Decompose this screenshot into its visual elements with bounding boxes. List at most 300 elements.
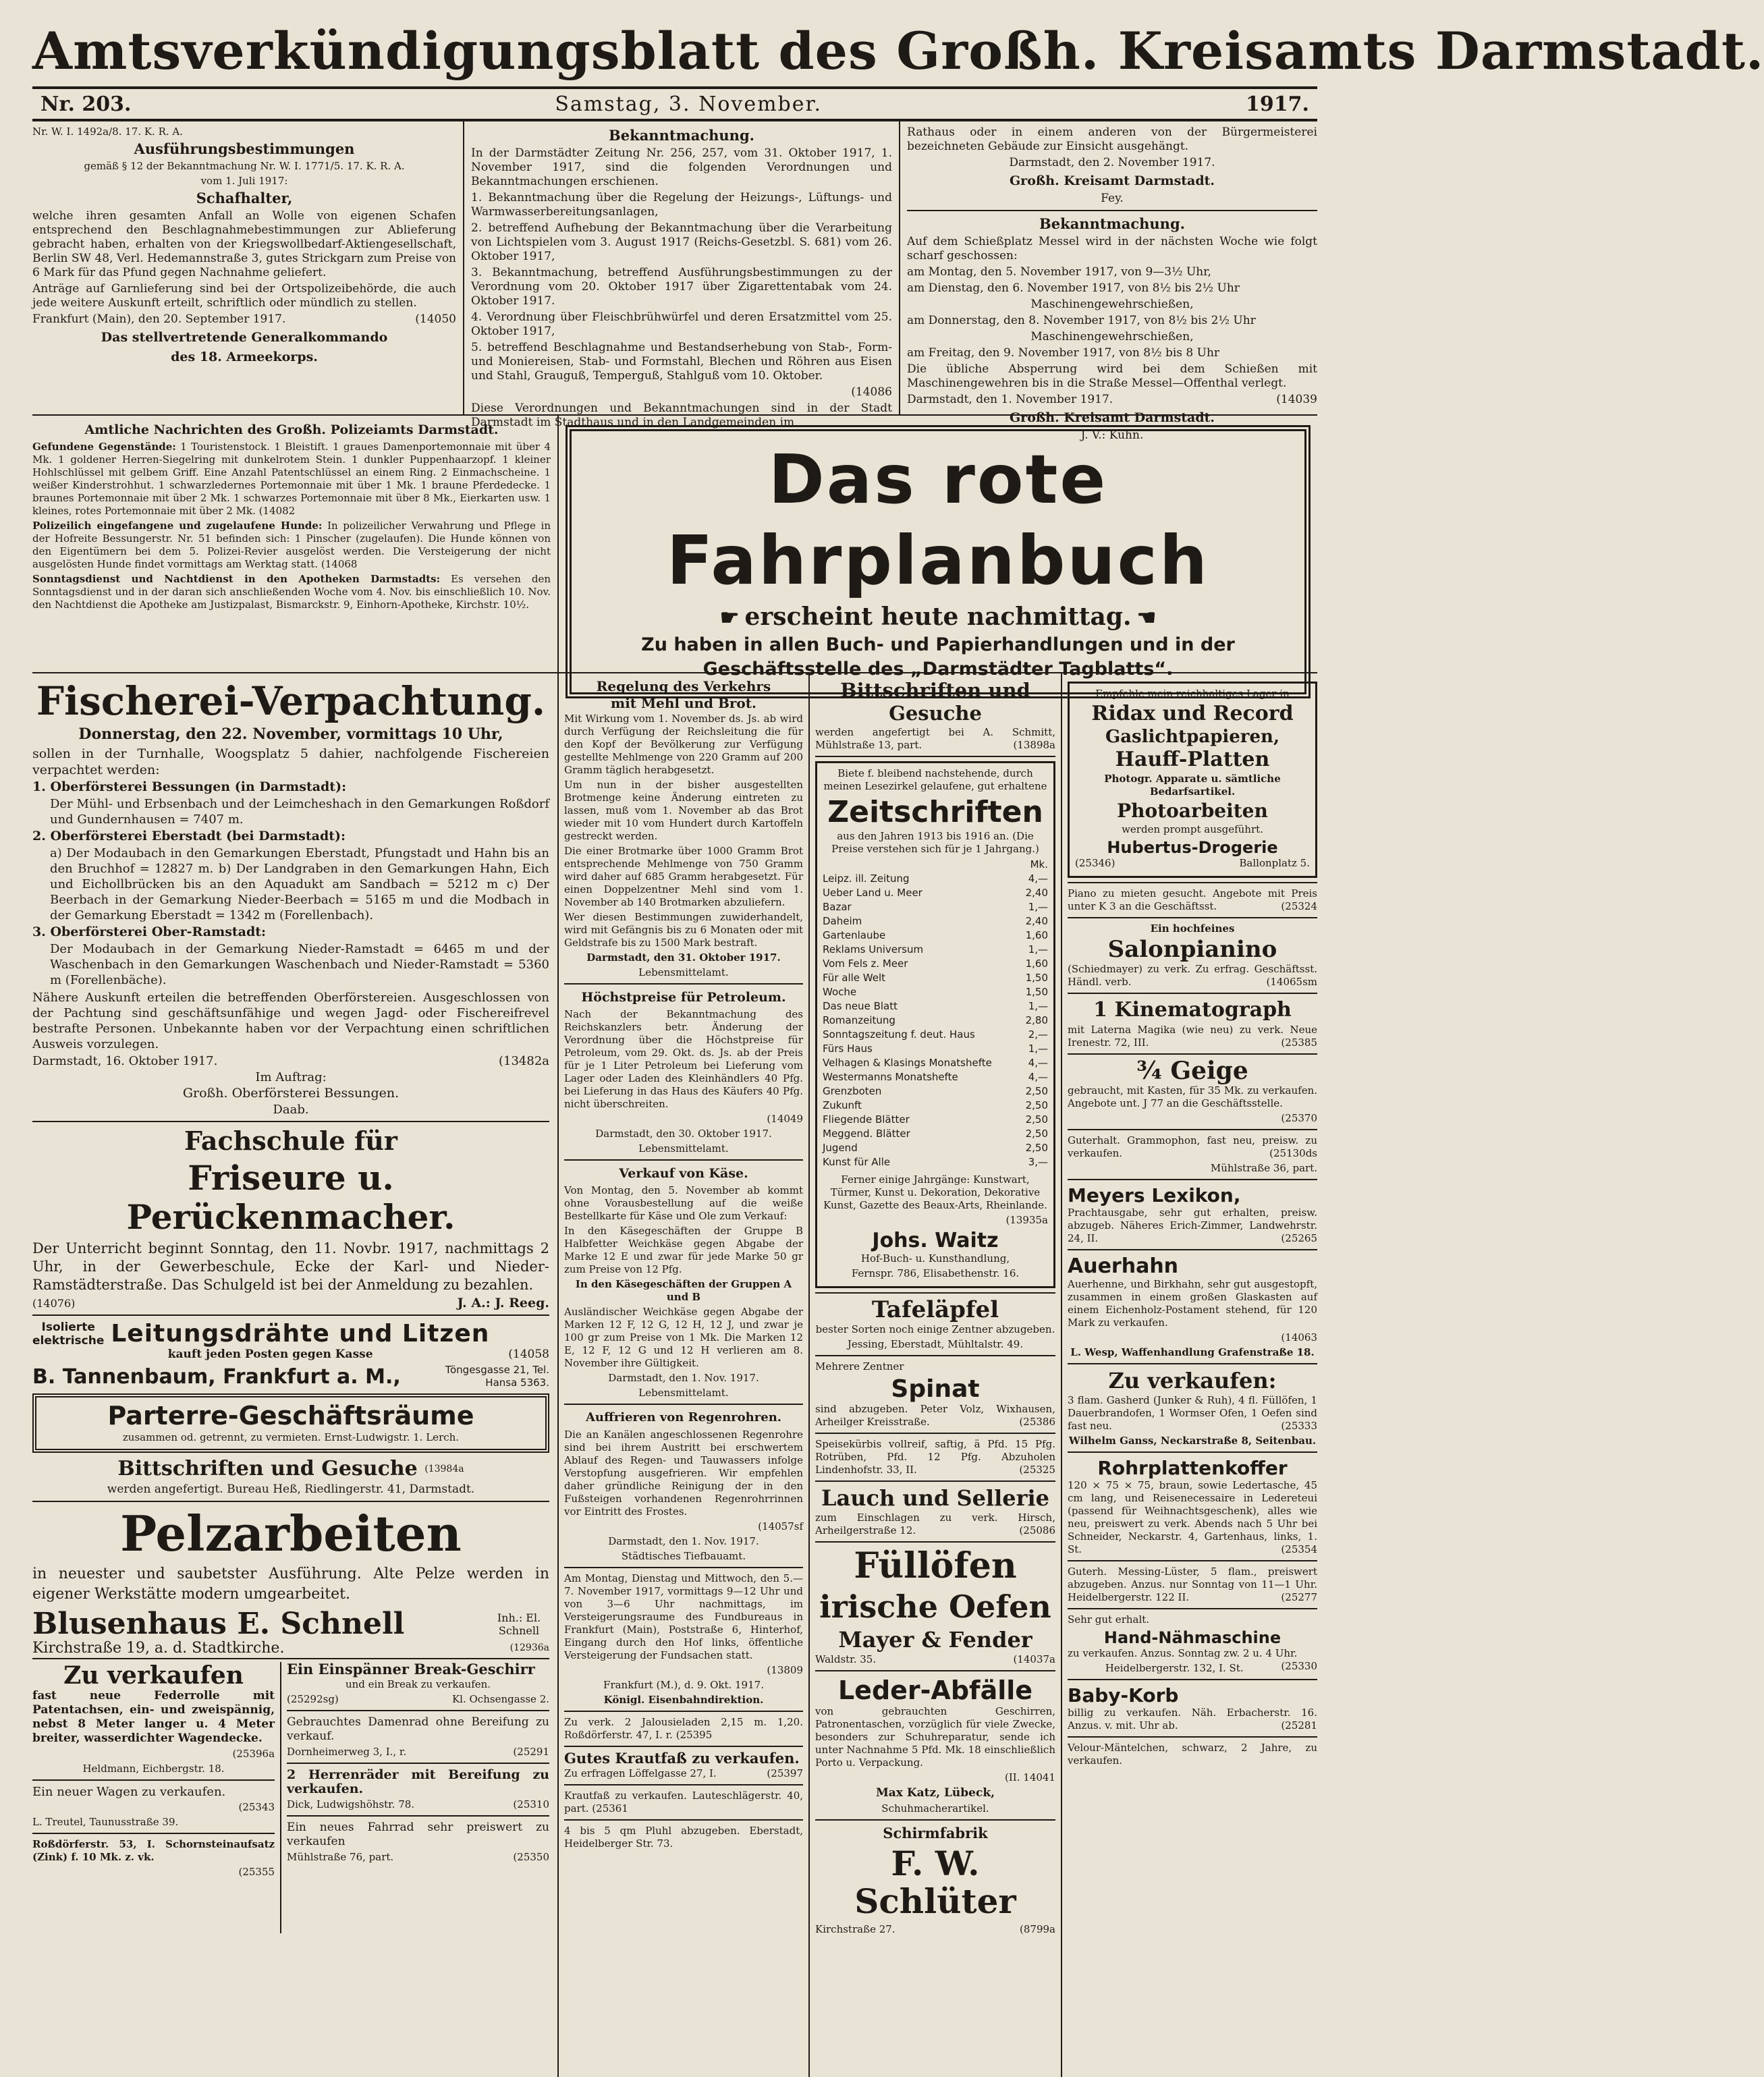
zeitschriften-row: [823, 1084, 1048, 1099]
auerhahn-code: (14063: [1281, 1331, 1317, 1344]
grammophon-text: Guterhalt. Grammophon, fast neu, preisw. zu verkaufen.: [1068, 1134, 1317, 1159]
damenrad-footer: [287, 1746, 549, 1758]
naehmaschine-code: (25330: [1281, 1660, 1317, 1672]
zeitschriften-addr: Fernspr. 786, Elisabethenstr. 16.: [851, 1267, 1020, 1279]
zeitschriften-price: 4,—: [1028, 873, 1048, 885]
regelung-text: Um nun in der bisher ausgestellten Brotmenge keine Änderung eintreten zu lassen, muß vom 1. November ab das Brot wieder mit 10 vom Hundert durch Kartoffeln gestreckt werden.: [564, 779, 803, 842]
fuelloefen-addr: [815, 1653, 1055, 1666]
koffer-title: Rohrplattenkoffer: [1097, 1457, 1288, 1479]
regelung-sig: Lebensmittelamt.: [638, 966, 729, 978]
bittschriften2-sub: [815, 726, 1055, 752]
notice-signature: Großh. Kreisamt Darmstadt.: [1009, 410, 1215, 425]
zeitschriften-name: Vom Fels z. Meer: [823, 958, 908, 970]
divider: [1068, 1129, 1317, 1130]
meyers-code: (25265: [1281, 1232, 1317, 1244]
pointing-hand-icon: ☚: [1136, 605, 1157, 630]
fischerei-item-title: 2. Oberförsterei Eberstadt (bei Darmstadt):: [32, 829, 346, 843]
fachschule-title-big: Friseure u. Perückenmacher.: [126, 1158, 456, 1237]
divider: [1068, 1608, 1317, 1609]
zeitschriften-name: Westermanns Monatshefte: [823, 1071, 958, 1083]
divider: [815, 1670, 1055, 1671]
verkaufen2-text: 3 flam. Gasherd (Junker & Ruh), 4 fl. Füllöfen, 1 Dauerbrandofen, 1 Wormser Ofen, 1 Oefen sind fast neu.: [1068, 1394, 1317, 1432]
break-code: (25292sg): [287, 1693, 339, 1705]
fachschule-title: Fachschule für: [184, 1126, 397, 1156]
lederabfaelle-firm: Max Katz, Lübeck,: [875, 1786, 995, 1800]
zeitschriften-more: Ferner einige Jahrgänge: Kunstwart, Türmer, Kunst u. Dekoration, Dekorative Kunst, Gazette des Beaux-Arts, Rheinlande.: [823, 1173, 1047, 1211]
zeitschriften-price: 1,—: [1028, 1043, 1048, 1055]
divider: [32, 1314, 549, 1316]
notice-heading: Bekanntmachung.: [609, 127, 754, 144]
notice-paragraph: Die übliche Absperrung wird bei dem Schießen mit Maschinengewehren bis in die Straße Messel—Offenthal verlegt.: [907, 362, 1317, 390]
photo-firm: Hubertus-Drogerie: [1107, 838, 1278, 857]
notice-ref: Nr. W. I. 1492a/8. 17. K. R. A.: [32, 126, 184, 138]
zeitschriften-price: 1,60: [1025, 958, 1048, 970]
notice-name: J. V.: Kuhn.: [1080, 428, 1144, 442]
divider: [287, 1763, 549, 1764]
leitung-code: (14058: [508, 1348, 549, 1361]
naehmaschine-title: Hand-Nähmaschine: [1103, 1628, 1281, 1647]
leitung-firm: [32, 1364, 549, 1389]
notice-signature: Großh. Kreisamt Darmstadt.: [1009, 173, 1215, 188]
kine-code: (25385: [1281, 1036, 1317, 1049]
zeitschriften-firm: Johs. Waitz: [872, 1229, 999, 1252]
zeitschriften-row: [823, 929, 1048, 943]
koffer-code: (25354: [1281, 1543, 1317, 1555]
divider: [564, 983, 803, 985]
fischerei-name: Daab.: [273, 1103, 309, 1117]
schirmfabrik-addr-text: Kirchstraße 27.: [815, 1923, 895, 1935]
zeitschriften-price: 2,—: [1028, 1028, 1048, 1041]
divider: [1068, 1736, 1317, 1738]
fahrrad-code: (25350: [513, 1851, 549, 1863]
verkaufen-text: fast neue Federrolle mit Patentachsen, ein- und zweispännig, nebst 8 Meter langer u. 4 Meter breiter, wasserdichter Wagendecke.: [32, 1689, 275, 1745]
pelzarbeiten-text: in neuester und saubetster Ausführung. Alte Pelze werden in eigener Werkstätte modern umgearbeitet.: [32, 1566, 549, 1603]
zeitschriften-name: Romanzeitung: [823, 1014, 895, 1026]
zeitschriften-price: 1,—: [1028, 943, 1048, 956]
kaese-text: In den Käsegeschäften der Gruppe B Halbfetter Weichkäse gegen Abgabe der Marke 12 E und zwar für jede Marke 50 gr zum Preise von 12 Pfg.: [564, 1225, 803, 1275]
bittschriften-title-text: Bittschriften und Gesuche: [117, 1457, 418, 1480]
grammophon: [1068, 1134, 1317, 1160]
notice-paragraph: Rathaus oder in einem anderen von der Bürgermeisterei bezeichneten Gebäude zur Einsicht ausgehängt.: [907, 126, 1317, 153]
fischerei-title: Fischerei-Verpachtung.: [36, 678, 546, 724]
damenrad-text: Gebrauchtes Damenrad ohne Bereifung zu verkauf.: [287, 1715, 549, 1743]
fischerei-item: [32, 925, 549, 988]
leitung-firm-name: B. Tannenbaum, Frankfurt a. M.,: [32, 1364, 401, 1389]
notice-code: (14050: [415, 312, 456, 326]
notice-day: Maschinengewehrschießen,: [1030, 298, 1194, 311]
zeitschriften-row: [823, 1127, 1048, 1141]
notice-item: 4. Verordnung über Fleischbrühwürfel und deren Ersatzmittel vom 25. Oktober 1917,: [471, 310, 892, 338]
speisekuerbis-code: (25325: [1019, 1464, 1055, 1476]
luester: [1068, 1566, 1317, 1604]
zeitschriften-row: [823, 1056, 1048, 1070]
wagen-text: Ein neuer Wagen zu verkaufen.: [32, 1785, 226, 1799]
fahrplan-ad: [559, 416, 1317, 680]
lower-area: [32, 673, 1317, 2077]
zeitschriften-name: Das neue Blatt: [823, 1000, 898, 1012]
fischerei-item-text: Der Mühl- und Erbsenbach und der Leimcheshach in den Gemarkungen Roßdorf und Gundernhausen = 7407 m.: [50, 797, 549, 827]
fahrrad-addr: Mühlstraße 76, part.: [287, 1851, 394, 1863]
petroleum-heading: Höchstpreise für Petroleum.: [581, 990, 786, 1005]
police-text: In polizeilicher Verwahrung und Pflege in der Hofreite Bessungerstr. Nr. 51 befinden sich: 1 Pinscher (zugelaufen). Die Hunde können von den Eigentümern bei dem 5. Polizei-Revier ausgelöst werden. Die Versteigerung der nicht ausgelösten Hunde findet vormittags am Werktag statt.: [32, 520, 551, 570]
divider: [1068, 1679, 1317, 1680]
divider: [564, 1711, 803, 1712]
krautfass-title: Gutes Krautfaß zu verkaufen.: [564, 1750, 800, 1767]
middle-column: [559, 673, 810, 2077]
dateline: [32, 89, 1317, 119]
divider: [815, 756, 1055, 757]
photo-addr: Ballonplatz 5.: [1239, 857, 1310, 869]
notice-heading: Bekanntmachung.: [1039, 215, 1185, 232]
meyers: [1068, 1207, 1317, 1245]
zeitschriften-name: Fliegende Blätter: [823, 1113, 910, 1126]
photo-intro: Empfehle mein reichhaltiges Lager in: [1095, 688, 1290, 700]
notice-heading: Ausführungsbestimmungen: [134, 140, 355, 157]
fischerei-when: Donnerstag, den 22. November, vormittags 10 Uhr,: [78, 725, 503, 743]
masthead-title: Amtsverkündigungsblatt des Großh. Kreisamts Darmstadt.: [32, 21, 1764, 81]
jalousie-code: (25395: [676, 1729, 713, 1741]
babykorb-text: billig zu verkaufen. Näh. Erbacherstr. 16. Anzus. v. mit. Uhr ab.: [1068, 1707, 1317, 1732]
kaese-date: Darmstadt, den 1. Nov. 1917.: [608, 1372, 759, 1384]
zeitschriften-name: Grenzboten: [823, 1085, 882, 1097]
regelung-text: Die einer Brotmarke über 1000 Gramm Brot entsprechende Mehlmenge von 750 Gramm wird daher auf 685 Gramm herabgesetzt. Für einen Doppelzentner Mehl sind vom 1. November ab 140 Brotmarken abzuliefern.: [564, 845, 803, 908]
notice-day: am Dienstag, den 6. November 1917, von 8½ bis 2½ Uhr: [907, 281, 1240, 295]
divider: [32, 1501, 549, 1502]
fachschule-code: (14076): [32, 1297, 76, 1310]
fahrplan-subtitle: [581, 601, 1295, 633]
notice-paragraph: welche ihren gesamten Anfall an Wolle von eigenen Schafen entsprechend den Beschlagnahmebestimmungen zur Ablieferung gebracht haben, erhalten von der Kriegswollbedarf-Aktiengesellschaft, Berlin SW 48, Verl. Hedemannstraße 3, gutes Strickgarn zum Preise von 6 Mark für das Pfund gegen Nachnahme geliefert.: [32, 209, 456, 279]
fischerei-item-text: Der Modaubach in der Gemarkung Nieder-Ramstadt = 6465 m und der Waschenbach in den Gemarkungen Waschenbach und Nieder-Ramstadt = 5360 m (Forellenbäche).: [50, 942, 549, 987]
police-news: [32, 416, 559, 672]
leitung-sub: [32, 1348, 549, 1362]
notice-paragraph: Auf dem Schießplatz Messel wird in der nächsten Woche wie folgt scharf geschossen:: [907, 235, 1317, 262]
issue-year: 1917.: [1246, 92, 1309, 116]
zeitschriften-row: [823, 943, 1048, 957]
krautfass2-text: [564, 1790, 803, 1815]
zeitschriften-unit: Mk.: [1030, 858, 1048, 870]
divider: [1068, 1560, 1317, 1561]
notice-paragraph: Anträge auf Garnlieferung sind bei der Ortspolizeibehörde, die auch jede weitere Auskunft erteilt, schriftlich oder mündlich zu stellen.: [32, 282, 456, 310]
fahrplan-title: Das rote Fahrplanbuch: [666, 440, 1210, 600]
bittschriften-sub: werden angefertigt. Bureau Heß, Riedlingerstr. 41, Darmstadt.: [107, 1483, 475, 1496]
zeitschriften-price: 2,50: [1025, 1142, 1048, 1154]
zeitschriften-name: Ueber Land u. Meer: [823, 887, 922, 899]
krautfass-code: (25397: [767, 1767, 803, 1779]
kine: [1068, 1024, 1317, 1049]
schirmfabrik-addr: [815, 1923, 1055, 1936]
notice-place-date: [907, 393, 1317, 407]
regenrohre-text: Die an Kanälen angeschlossenen Regenrohre sind bei ihrem Austritt bei erschwertem Ablauf des Regen- und Tauwassers infolge Verstopfung ausgefrieren. Wir empfehlen daher gründliche Reinigung der in den Fußsteigen vorhandenen Regenrohrrinnen vor Eintritt des Frostes.: [564, 1429, 803, 1518]
piano: [1068, 887, 1317, 913]
notice-signature: Das stellvertretende Generalkommando: [101, 330, 388, 345]
fischerei-note: Nähere Auskunft erteilen die betreffenden Oberförstereien. Ausgeschlossen von der Pachtung sind geschäftsunfähige und wegen Jagd- oder Fischereifrevel bestrafte Personen. Unbekannte haben vor der Verpachtung einen schriftlichen Ausweis vorzulegen.: [32, 991, 549, 1051]
zeitschriften-row: [823, 985, 1048, 999]
zeitschriften-price: 2,50: [1025, 1128, 1048, 1140]
verkaufen-title: Zu verkaufen: [63, 1661, 244, 1690]
police-subheading: Sonntagsdienst und Nachtdienst in den Apotheken Darmstadts:: [32, 573, 441, 585]
zeitschriften-name: Kunst für Alle: [823, 1156, 891, 1168]
lauch-code: (25086: [1019, 1524, 1055, 1536]
spinat: [815, 1403, 1055, 1429]
bittschriften2-sub-text: werden angefertigt bei A. Schmitt, Mühlstraße 13, part.: [815, 726, 1055, 751]
schirmfabrik-firm: F. W. Schlüter: [854, 1844, 1016, 1921]
zeitschriften-name: Fürs Haus: [823, 1043, 873, 1055]
zeitschriften-price: 2,40: [1025, 915, 1048, 927]
pelzarbeiten-code: (12936a: [509, 1642, 549, 1653]
petroleum-date: Darmstadt, den 30. Oktober 1917.: [595, 1128, 772, 1140]
fuelloefen-addr-code: (14037a: [1013, 1653, 1055, 1665]
auerhahn-text: Auerhenne, und Birkhahn, sehr gut ausgestopft, zusammen in einem großen Glaskasten auf einem Eichenholz-Postament stehend, für 120 Mark zu verkaufen.: [1068, 1278, 1317, 1329]
krautfass2-body: Krautfaß zu verkaufen. Lauteschlägerstr. 40, part.: [564, 1790, 803, 1815]
issue-number: Nr. 203.: [40, 92, 132, 116]
divider: [564, 1404, 803, 1405]
geige-text: gebraucht, mit Kasten, für 35 Mk. zu verkaufen. Angebote unt. J 77 an die Geschäftsstelle.: [1068, 1084, 1317, 1109]
fuelloefen-addr-text: Waldstr. 35.: [815, 1653, 877, 1665]
meyers-text: Prachtausgabe, sehr gut erhalten, preisw. abzugeb. Näheres Erich-Zimmer, Landwehrstr. 24, II.: [1068, 1207, 1317, 1244]
zeitschriften-row: [823, 1014, 1048, 1028]
divider: [1068, 993, 1317, 994]
luester-text: Guterh. Messing-Lüster, 5 flam., preiswert abzugeben. Anzus. nur Sonntag von 11—1 Uhr. Heidelbergerstr. 122 II.: [1068, 1566, 1317, 1603]
verkaufen-addr: Heldmann, Eichbergstr. 18.: [82, 1763, 225, 1775]
pelzarbeiten-addr: [32, 1641, 549, 1655]
zeitschriften-price: 2,50: [1025, 1099, 1048, 1111]
notice-place-date: [32, 312, 456, 327]
regelung-heading: mit Mehl und Brot.: [611, 695, 756, 711]
kaese-text: Ausländischer Weichkäse gegen Abgabe der Marken 12 F, 12 G, 12 H, 12 J, und zwar je 100 gr zum Preise von 1 Mk. Die Marken 12 E, 12 F, 12 G und 12 H verlieren am 8. November ihre Gültigkeit.: [564, 1306, 803, 1369]
salon-title: Salonpianino: [1107, 936, 1277, 963]
pelzarbeiten-owner: Inh.: El. Schnell: [497, 1611, 541, 1637]
pelzarbeiten-addr-text: Kirchstraße 19, a. d. Stadtkirche.: [32, 1640, 285, 1657]
notice-name: Fey.: [1101, 192, 1124, 205]
notice-day: am Montag, den 5. November 1917, von 9—3½ Uhr,: [907, 265, 1211, 279]
divider: [1068, 1249, 1317, 1250]
meyers-title: Meyers Lexikon,: [1068, 1184, 1241, 1207]
lederabfaelle-firm2: Schuhmacherartikel.: [881, 1802, 989, 1815]
kaese-text: In den Käsegeschäften der Gruppen A und B: [575, 1278, 792, 1303]
divider: [564, 1567, 803, 1568]
geige-title: ¾ Geige: [1136, 1057, 1248, 1085]
fundsachen-sig: Königl. Eisenbahndirektion.: [603, 1694, 764, 1706]
herrenraeder-text: 2 Herrenräder mit Bereifung zu verkaufen.: [287, 1767, 549, 1796]
regelung-heading: Regelung des Verkehrs: [596, 678, 771, 694]
break-addr: Kl. Ochsengasse 2.: [451, 1693, 549, 1705]
lederabfaelle-code: (II. 14041: [1005, 1771, 1055, 1783]
issue-date: Samstag, 3. November.: [555, 92, 823, 116]
zeitschriften-row: [823, 1155, 1048, 1169]
regelung-text: Mit Wirkung vom 1. November ds. Js. ab wird durch Verfügung der Reichsleitung die für den Kopf der Bevölkerung zur Verfügung gestellte Mehlmenge von 220 Gramm auf 200 Gramm täglich herabgesetzt.: [564, 713, 803, 776]
herrenraeder-code: (25310: [513, 1798, 549, 1810]
zeitschriften-row: [823, 914, 1048, 929]
regelung-text: Wer diesen Bestimmungen zuwiderhandelt, wird mit Gefängnis bis zu 6 Monaten oder mit Geldstrafe bis zu 1500 Mark bestraft.: [564, 911, 803, 949]
damenrad-addr: Dornheimerweg 3, I., r.: [287, 1746, 407, 1758]
fahrrad-footer: [287, 1851, 549, 1864]
kaese-text: Von Montag, den 5. November ab kommt ohne Vorausbestellung auf die weiße Bestellkarte für Käse und Ole zum Verkauf:: [564, 1184, 803, 1222]
fischerei-signature: Großh. Oberförsterei Bessungen.: [182, 1086, 399, 1101]
parterre-ad: [32, 1393, 549, 1453]
rossdoerfer-code: (25355: [238, 1866, 275, 1878]
divider: [1068, 1179, 1317, 1180]
pelzarbeiten-title: Pelzarbeiten: [120, 1505, 462, 1562]
zeitschriften-price: 2,50: [1025, 1113, 1048, 1126]
salon-code: (14065sm: [1266, 976, 1317, 988]
photo-arbeiten: Photoarbeiten: [1117, 800, 1268, 822]
divider: [32, 1833, 275, 1834]
zeitschriften-row: [823, 1028, 1048, 1042]
notice-place: Darmstadt, den 2. November 1917.: [1009, 156, 1215, 169]
spinat-title: Spinat: [891, 1375, 980, 1403]
regenrohre-heading: Auffrieren von Regenrohren.: [585, 1410, 782, 1424]
police-text: Es versehen den Sonntagsdienst und in der daran sich anschließenden Woche vom 4. Nov. bis einschließlich 10. Nov. den Nachtdienst die Apotheke am Justizpalast, Bismarckstr. 9, Einhorn-Apotheke, Kirchstr. 10½.: [32, 573, 551, 611]
notice-signature: des 18. Armeekorps.: [171, 350, 318, 364]
fischerei-item: [32, 829, 549, 923]
fahrplan-line: Geschäftsstelle des „Darmstädter Tagblatts“.: [702, 659, 1174, 680]
notice-schafhalter: [32, 121, 464, 414]
zeitschriften-row: [823, 1099, 1048, 1113]
notice-item: 3. Bekanntmachung, betreffend Ausführungsbestimmungen zu der Verordnung vom 20. Oktober 1917 über Zigarettentabak vom 24. Oktober 1917.: [471, 266, 892, 308]
kaese-sig: Lebensmittelamt.: [638, 1387, 729, 1399]
auerhahn-title: Auerhahn: [1068, 1254, 1179, 1278]
fischerei-item-title: 3. Oberförsterei Ober-Ramstadt:: [32, 924, 267, 939]
notice-day: am Freitag, den 9. November 1917, von 8½ bis 8 Uhr: [907, 346, 1220, 360]
tafelaepfel-title: Tafeläpfel: [871, 1296, 999, 1323]
zeitschriften-price: 1,50: [1025, 986, 1048, 998]
divider: [564, 1819, 803, 1821]
naehmaschine-addr: Heidelbergerstr. 132, I. St.: [1105, 1662, 1244, 1674]
regenrohre-sig: Städtisches Tiefbauamt.: [621, 1550, 746, 1562]
divider: [32, 1121, 549, 1122]
lederabfaelle-text: von gebrauchten Geschirren, Patronentaschen, vorzüglich für viele Zwecke, besonders zur Schuhreparatur, sende ich unter Nachnahme 5 Pfd. Mk. 18 einschließlich Porto u. Verpackung.: [815, 1705, 1055, 1769]
zeitschriften-row: [823, 999, 1048, 1014]
police-paragraph: [32, 520, 551, 571]
zeitschriften-price: 1,—: [1028, 901, 1048, 913]
zeitschriften-row: [823, 1113, 1048, 1127]
photo-plates: Hauff-Platten: [1115, 748, 1270, 771]
police-subheading: Polizeilich eingefangene und zugelaufene Hunde:: [32, 520, 323, 532]
zeitschriften-name: Meggend. Blätter: [823, 1128, 910, 1140]
fischerei-item-text: a) Der Modaubach in den Gemarkungen Eberstadt, Pfungstadt und Hahn bis an den Bruchhof = 12827 m. b) Der Landgraben in den Gemarkungen Hahn, Eich und Eichollbrücken bis an den Aquadukt am Sandbach = 5212 m c) Der Beerbach in der Gemarkung Nieder-Beerbach = 5165 m und die Modbach in der Gemarkung Eberstadt = 1342 m (Forellenbach).: [50, 846, 549, 922]
zeitschriften-price: 3,—: [1028, 1156, 1048, 1168]
zeitschriften-name: Zukunft: [823, 1099, 862, 1111]
parterre-headline: Parterre-Geschäftsräume: [107, 1401, 474, 1431]
divider: [907, 210, 1317, 211]
leitung-ad: [32, 1320, 549, 1348]
notice-paragraph: In der Darmstädter Zeitung Nr. 256, 257, vom 31. Oktober 1917, 1. November 1917, sind die folgenden Verordnungen und Bekanntmachungen erschienen.: [471, 146, 892, 188]
spinat-pre: Mehrere Zentner: [815, 1360, 904, 1373]
speisekuerbis: [815, 1438, 1055, 1476]
wagen-code: (25343: [238, 1801, 275, 1813]
photo-prompt: werden prompt ausgeführt.: [1122, 823, 1263, 835]
bittschriften-title: [32, 1457, 549, 1481]
regenrohre-date: Darmstadt, den 1. Nov. 1917.: [608, 1535, 759, 1547]
fahrrad-text: Ein neues Fahrrad sehr preiswert zu verkaufen: [287, 1821, 549, 1848]
naehmaschine-text: zu verkaufen. Anzus. Sonntag zw. 2 u. 4 Uhr.: [1068, 1647, 1298, 1659]
zeitschriften-price: 1,60: [1025, 929, 1048, 941]
fachschule-text: Der Unterricht beginnt Sonntag, den 11. Novbr. 1917, nachmittags 2 Uhr, in der Gewerbeschule, Ecke der Karl- und Nieder-Ramstädterstraße. Das Schulgeld ist bei der Anmeldung zu bezahlen.: [32, 1240, 549, 1293]
babykorb: [1068, 1707, 1317, 1732]
schirmfabrik-addr-code: (8799a: [1020, 1923, 1055, 1935]
verkaufen2: [1068, 1394, 1317, 1433]
regenrohre-code: (14057sf: [758, 1520, 803, 1532]
fahrplan-subtitle-text: erscheint heute nachmittag.: [744, 603, 1132, 631]
zeitschriften-name: Leipz. ill. Zeitung: [823, 873, 910, 885]
pluhl-text: 4 bis 5 qm Pluhl abzugeben. Eberstadt, Heidelberger Str. 73.: [564, 1825, 803, 1850]
lauch-title: Lauch und Sellerie: [821, 1485, 1049, 1511]
zeitschriften-code: (13935a: [1005, 1214, 1048, 1226]
kaese-heading: Verkauf von Käse.: [619, 1166, 748, 1181]
divider: [564, 1159, 803, 1161]
far-right-column: [1062, 673, 1317, 2077]
zeitschriften-name: Reklams Universum: [823, 943, 924, 956]
left-column: [32, 673, 559, 2077]
tafelaepfel-addr: Jessing, Eberstadt, Mühltalstr. 49.: [847, 1338, 1024, 1350]
jalousie-text: [564, 1716, 803, 1742]
luester-code: (25277: [1281, 1591, 1317, 1603]
photo-papers: Gaslichtpapieren,: [1105, 727, 1279, 747]
divider: [564, 1746, 803, 1747]
leitung-prefix-line: elektrische: [32, 1333, 105, 1348]
right-column: [810, 673, 1062, 2077]
velour-text: Velour-Mäntelchen, schwarz, 2 Jahre, zu verkaufen.: [1068, 1742, 1317, 1767]
zeitschriften-price: 2,50: [1025, 1085, 1048, 1097]
herrenraeder-footer: [287, 1798, 549, 1811]
divider: [815, 1433, 1055, 1434]
piano-code: (25324: [1281, 900, 1317, 912]
fundsachen-text: Am Montag, Dienstag und Mittwoch, den 5.—7. November 1917, vormittags 9—12 Uhr und von 3—6 Uhr nachmittags, im Versteigerungsraume des Fundbureaus in Frankfurt (Main), Poststraße 6, Hinterhof, Eingang durch den Hof links, öffentliche Versteigerung der Fundsachen statt.: [564, 1572, 803, 1661]
police-code: (14068: [321, 558, 358, 570]
notice-messel: [900, 121, 1317, 442]
fuelloefen-title: Füllöfen: [854, 1545, 1017, 1586]
police-heading: Amtliche Nachrichten des Großh. Polizeiamts Darmstadt.: [84, 422, 499, 437]
zeitschriften-name: Woche: [823, 986, 857, 998]
schirmfabrik-heading: Schirmfabrik: [883, 1825, 988, 1841]
photo-ad: [1068, 682, 1317, 878]
notice-subline: vom 1. Juli 1917:: [200, 175, 288, 187]
zeitschriften-price: 4,—: [1028, 1057, 1048, 1069]
auerhahn-addr: L. Wesp, Waffenhandlung Grafenstraße 18.: [1070, 1346, 1315, 1358]
notice-subline: gemäß § 12 der Bekanntmachung Nr. W. I. 1771/5. 17. K. R. A.: [84, 160, 405, 172]
break-footer: [287, 1693, 549, 1706]
divider: [1068, 1053, 1317, 1055]
notice-place: Darmstadt, den 1. November 1917.: [907, 393, 1113, 406]
divider: [1068, 917, 1317, 918]
divider: [815, 1292, 1055, 1294]
zeitschriften-price: 1,50: [1025, 972, 1048, 984]
zeitschriften-name: Gartenlaube: [823, 929, 886, 941]
notice-item: 2. betreffend Aufhebung der Bekanntmachung über die Verarbeitung von Lichtspielen vom 3. August 1917 (Reichs-Gesetzbl. S. 681) vom 26. Oktober 1917,: [471, 221, 892, 263]
police-paragraph: [32, 441, 551, 518]
zeitschriften-title: Zeitschriften: [827, 795, 1043, 829]
verkaufen-code: (25396a: [232, 1748, 275, 1760]
fischerei-item-title: 1. Oberförsterei Bessungen (in Darmstadt):: [32, 779, 347, 794]
krautfass-footer: [564, 1767, 803, 1780]
notice-heading: Schafhalter,: [196, 190, 293, 206]
notice-day: Maschinengewehrschießen,: [1030, 330, 1194, 343]
pelzarbeiten-firm-name: Blusenhaus E. Schnell: [32, 1607, 405, 1641]
fundsachen-code: (13809: [767, 1664, 803, 1676]
notice-day: am Donnerstag, den 8. November 1917, von 8½ bis 2½ Uhr: [907, 314, 1256, 327]
zeitschriften-row: [823, 1070, 1048, 1084]
divider: [1068, 1363, 1317, 1364]
zeitschriften-name: Sonntagszeitung f. deut. Haus: [823, 1028, 975, 1041]
bittschriften-code: (13984a: [424, 1464, 464, 1474]
lauch: [815, 1512, 1055, 1537]
pointing-hand-icon: ☛: [719, 605, 740, 630]
fischerei-code: (13482a: [498, 1054, 549, 1068]
fahrplan-box: [566, 425, 1311, 698]
zeitschriften-row: [823, 900, 1048, 914]
spinat-text: sind abzugeben. Peter Volz, Wixhausen, Arheilger Kreisstraße.: [815, 1403, 1055, 1428]
divider: [815, 1541, 1055, 1543]
